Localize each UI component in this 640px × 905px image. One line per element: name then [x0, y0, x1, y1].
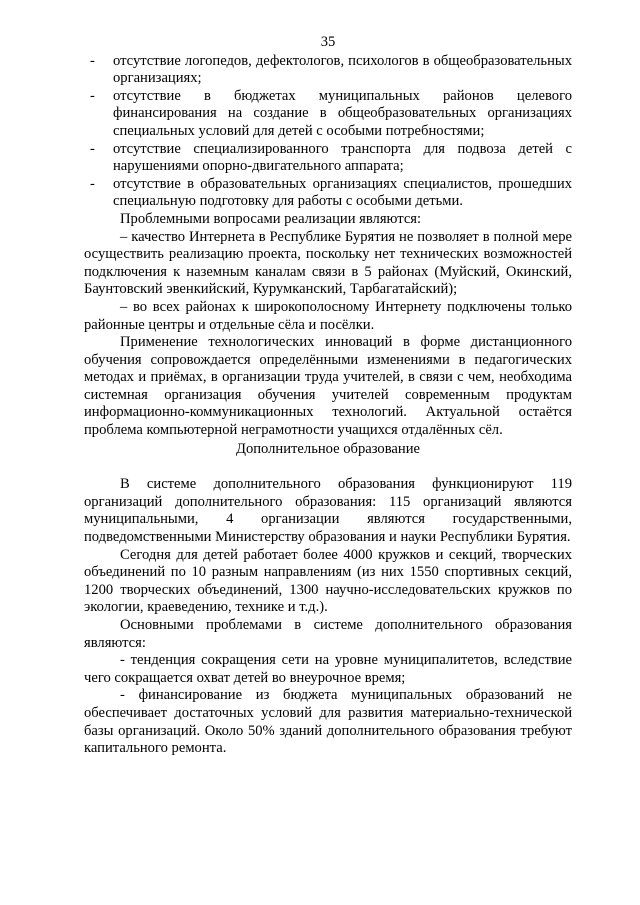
bullet-mark: - [90, 52, 95, 69]
document-page [84, 34, 572, 758]
bullet-text: отсутствие специализированного транспорта для подвоза детей с нарушениями опорно-двигательного аппарата; [113, 140, 572, 175]
bullet-text: отсутствие в образовательных организациях специалистов, прошедших специальную подготовку для работы с особыми детьми. [113, 175, 572, 210]
paragraph-tech-innovations: Применение технологических инноваций в форме дистанционного обучения сопровождается определёнными изменениями в педагогических методах и приёмах, в организации труда учителей, в связи с чем, необходима системная организация обучения учителей современным продуктам информационно-коммуникационных технологий. Актуальной остаётся проблема компьютерной неграмотности учащихся отдалённых сёл. [84, 334, 572, 439]
problems-intro: Проблемными вопросами реализации являются: [120, 210, 422, 227]
section-heading: Дополнительное образование [235, 440, 421, 457]
bullet-item [84, 176, 572, 211]
bullet-text: отсутствие в бюджетах муниципальных районов целевого финансирования на создание в общеобразовательных организациях специальных условий для детей с особыми потребностями; [113, 87, 572, 139]
main-problems-intro: Основными проблемами в системе дополнительного образования являются: [84, 617, 572, 651]
bullet-mark: - [90, 87, 95, 104]
main-problem-item: - тенденция сокращения сети на уровне муниципалитетов, вследствие чего сокращается охват детей во внеурочное время; [84, 652, 572, 686]
page-number: 35 [320, 34, 336, 50]
bullet-item [84, 141, 572, 176]
problem-item: – во всех районах к широкополосному Интернету подключены только районные центры и отдельные сёла и посёлки. [84, 298, 572, 333]
bullet-text: отсутствие логопедов, дефектологов, психологов в общеобразовательных организациях; [113, 52, 572, 87]
paragraph-today: Сегодня для детей работает более 4000 кружков и секций, творческих объединений по 10 разным направлениям (из них 1550 спортивных секций, 1200 творческих объединений, 1300 научно-исследовательских кружков по экологии, краеведению, технике и т.д.). [84, 546, 572, 616]
bullet-item [84, 53, 572, 88]
problem-item: – качество Интернета в Республике Бурятия не позволяет в полной мере осуществить реализацию проекта, поскольку нет технических возможностей подключения к наземным каналам связи в 5 районах (Муйский, Окинский, Баунтовский эвенкийский, Курумканский, Тарбагатайский); [84, 228, 572, 298]
paragraph-system: В системе дополнительного образования функционируют 119 организаций дополнительного образования: 115 организаций являются муниципальными, 4 организации являются государственными, подведомственными Министерству образования и науки Республики Бурятия. [84, 476, 572, 546]
bullet-item [84, 88, 572, 141]
bullet-mark: - [90, 140, 95, 157]
main-problem-item: - финансирование из бюджета муниципальных образований не обеспечивает достаточных условий для развития материально-технической базы организаций. Около 50% зданий дополнительного образования требуют капитального ремонта. [84, 687, 572, 757]
bullet-mark: - [90, 175, 95, 192]
